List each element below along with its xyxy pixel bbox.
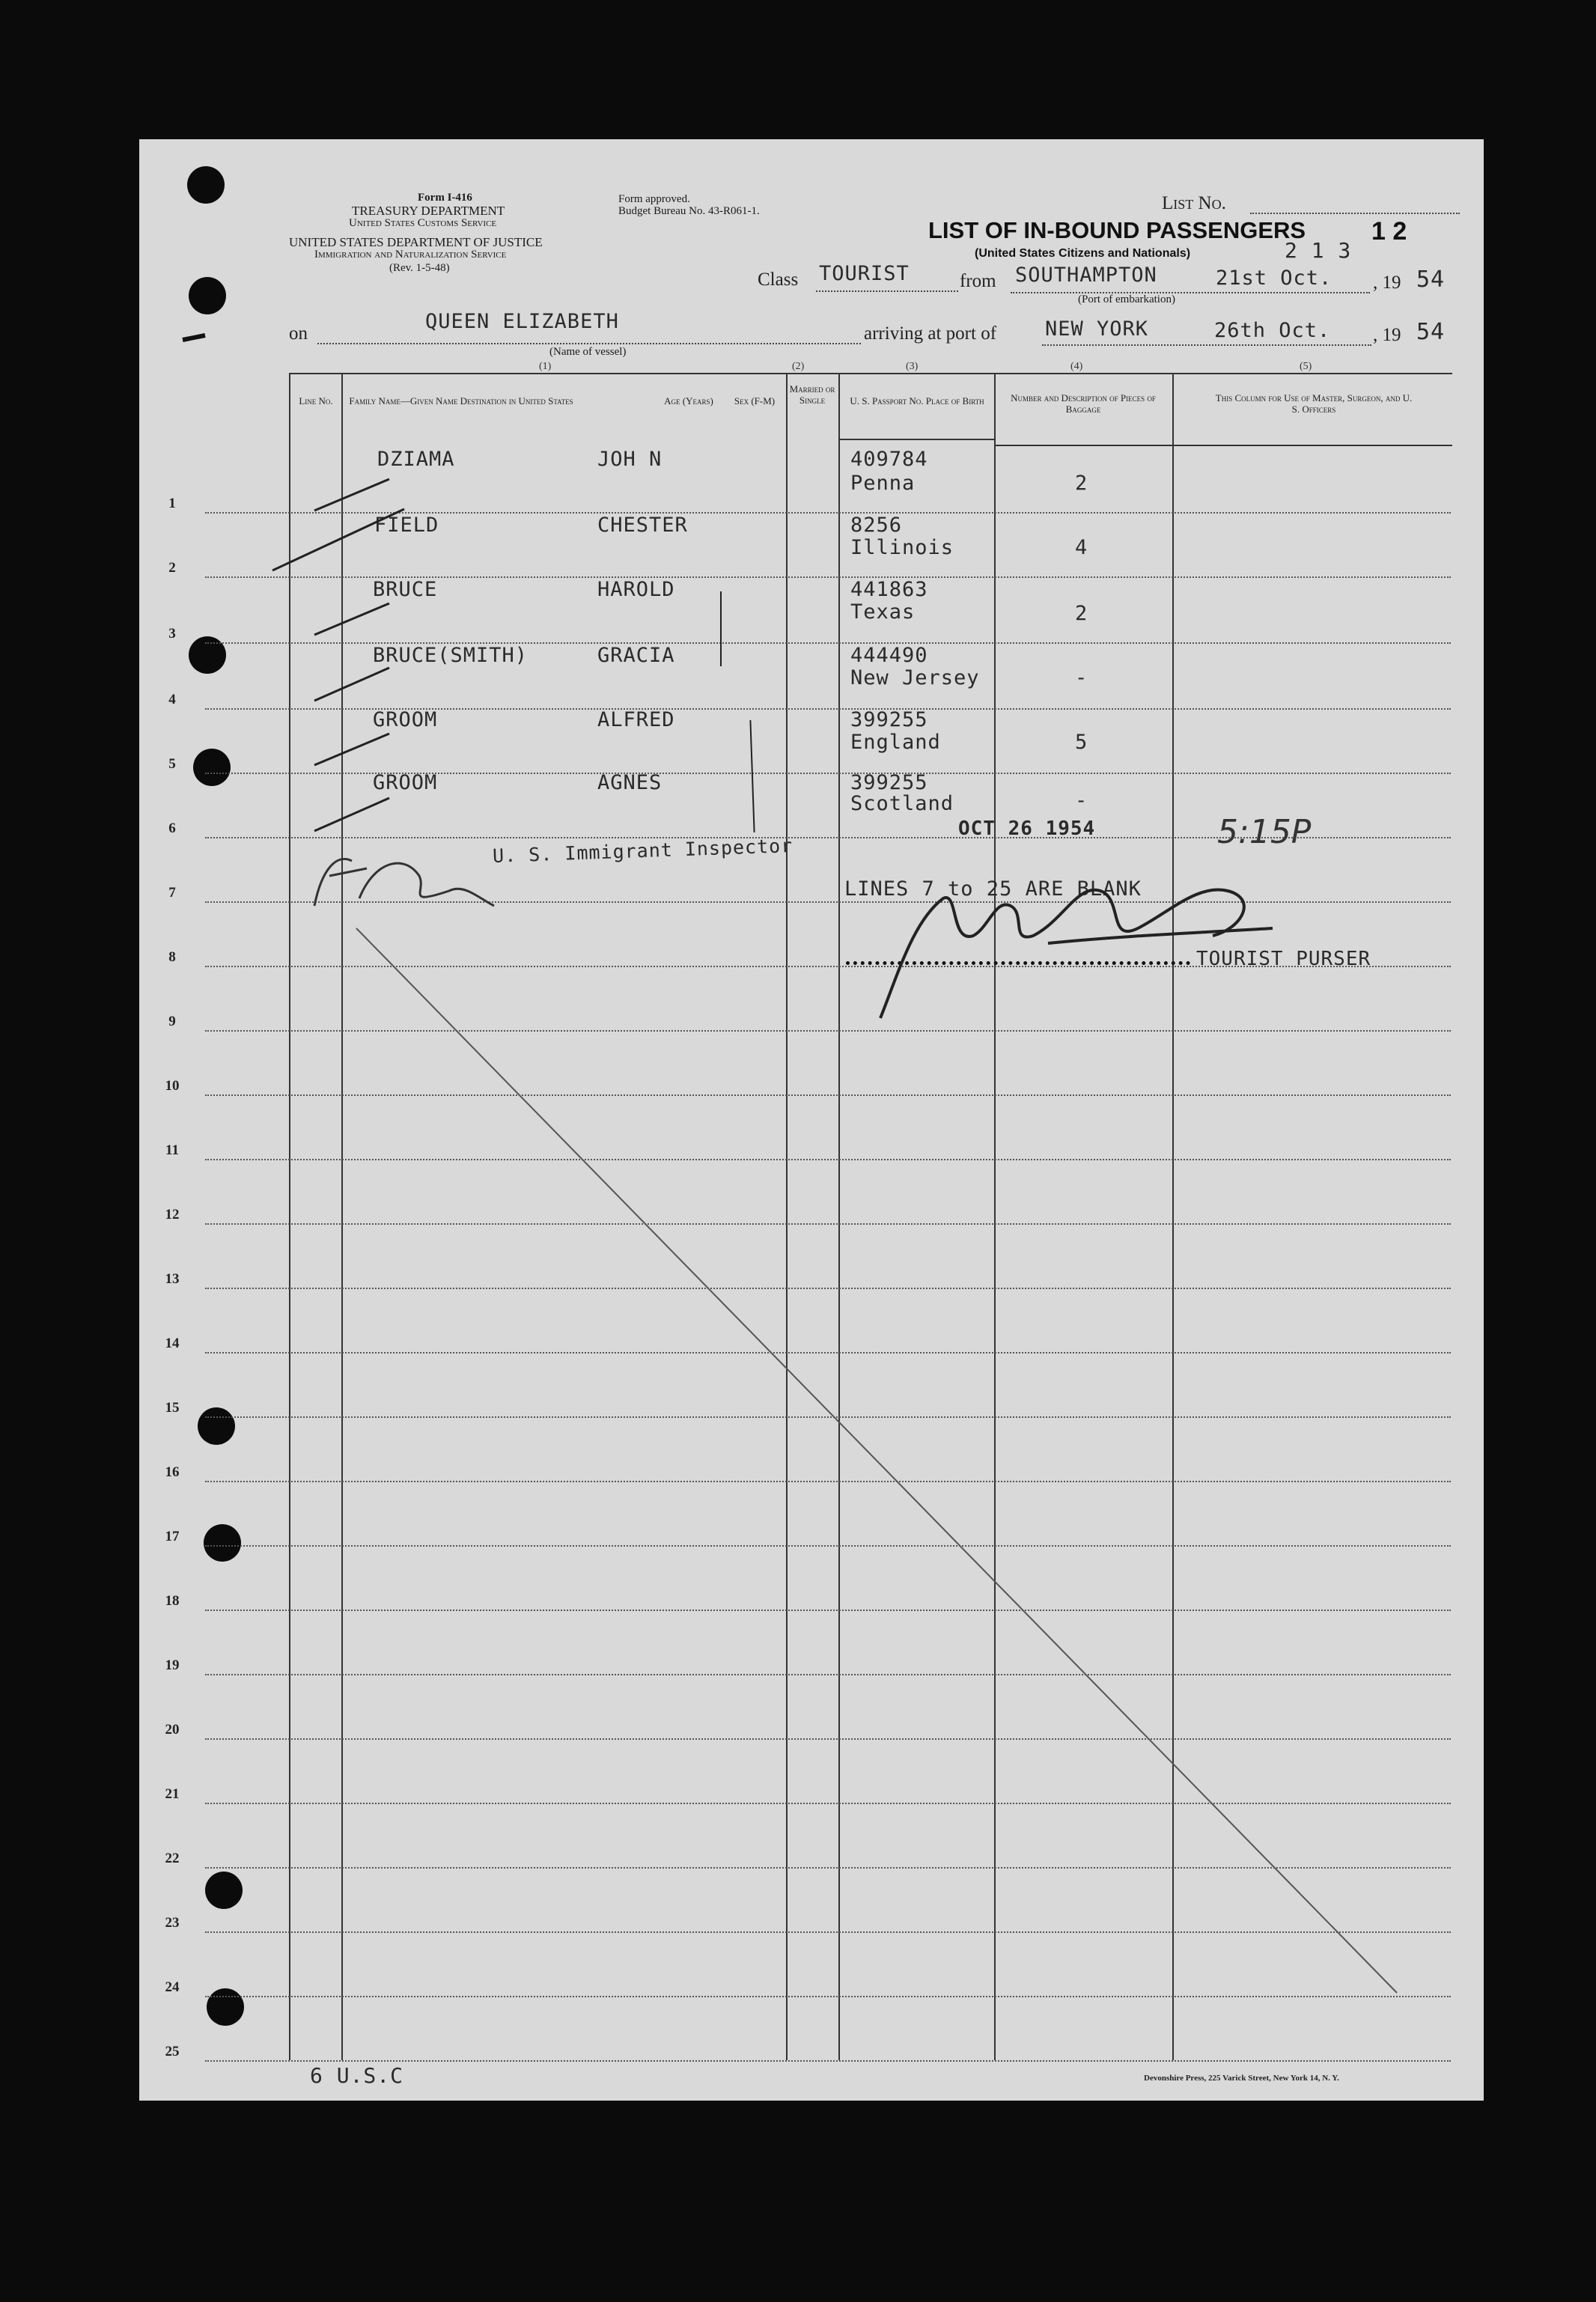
line-number: 12 xyxy=(165,1207,180,1222)
vessel-caption: (Name of vessel) xyxy=(549,346,627,358)
class-label: Class xyxy=(758,270,799,290)
passenger-family-name: DZIAMA xyxy=(377,448,455,471)
line-number: 5 xyxy=(168,756,176,772)
ins-label: Immigration and Naturalization Service xyxy=(314,249,507,261)
header-sex: Sex (F-M) xyxy=(734,395,776,406)
column-number: (3) xyxy=(906,361,919,372)
revision-label: (Rev. 1-5-48) xyxy=(389,262,450,274)
check-mark xyxy=(314,603,389,635)
list-no-label: List No. xyxy=(1162,193,1226,213)
footer-code: 6 U.S.C xyxy=(310,2063,404,2088)
line-number: 3 xyxy=(168,626,176,642)
line-number: 9 xyxy=(168,1014,176,1029)
from-label: from xyxy=(960,271,996,291)
customs-label: United States Customs Service xyxy=(349,217,497,229)
list-no-value: 1 2 xyxy=(1371,217,1407,246)
passenger-given-name: AGNES xyxy=(597,771,663,794)
inspector-title: U. S. Immigrant Inspector xyxy=(492,835,794,867)
passport-number: 399255 xyxy=(850,771,928,794)
treasury-label: TREASURY DEPARTMENT xyxy=(352,204,505,218)
inspector-signature xyxy=(314,859,494,907)
line-number: 11 xyxy=(165,1142,179,1158)
passenger-family-name: BRUCE xyxy=(373,578,438,601)
passenger-family-name: FIELD xyxy=(374,514,439,537)
passenger-given-name: ALFRED xyxy=(597,708,675,731)
pen-mark xyxy=(183,335,205,340)
line-number: 1 xyxy=(168,496,176,511)
check-mark xyxy=(272,509,404,570)
arrival-year-prefix: , 19 xyxy=(1373,325,1401,345)
passenger-given-name: JOH N xyxy=(597,448,663,471)
place-of-birth: Penna xyxy=(850,472,916,495)
check-mark xyxy=(314,479,389,511)
on-label: on xyxy=(289,323,308,344)
check-mark xyxy=(314,668,389,701)
baggage-count: 2 xyxy=(1075,472,1088,495)
passenger-family-name: GROOM xyxy=(373,708,438,731)
page-title: LIST OF IN-BOUND PASSENGERS xyxy=(928,217,1306,243)
line-number: 21 xyxy=(165,1786,180,1802)
form-number: Form I-416 xyxy=(418,192,472,204)
line-number: 8 xyxy=(168,949,176,965)
column-number: (4) xyxy=(1070,361,1083,372)
line-number: 25 xyxy=(165,2044,180,2059)
column-number: (1) xyxy=(539,361,552,372)
line-number: 14 xyxy=(165,1336,180,1351)
list-number-handwritten: 2 1 3 xyxy=(1285,238,1352,263)
departure-year-prefix: , 19 xyxy=(1373,272,1401,293)
line-number: 15 xyxy=(165,1400,180,1416)
arrival-date: 26th Oct. xyxy=(1214,319,1331,342)
line-number: 23 xyxy=(165,1915,180,1931)
passenger-family-name: GROOM xyxy=(373,771,438,794)
header-married: Married or Single xyxy=(789,383,835,406)
line-number: 6 xyxy=(168,820,176,836)
baggage-count: 5 xyxy=(1075,731,1088,754)
header-line-no: Line No. xyxy=(299,395,333,406)
baggage-count: 4 xyxy=(1075,536,1088,559)
class-value: TOURIST xyxy=(819,262,910,285)
passport-number: 8256 xyxy=(850,514,903,537)
passport-number: 399255 xyxy=(850,708,928,731)
place-of-birth: Scotland xyxy=(850,792,954,815)
blank-lines-note: LINES 7 to 25 ARE BLANK xyxy=(844,877,1142,901)
purser-signature xyxy=(880,889,1273,1018)
check-mark xyxy=(314,734,389,765)
line-number: 10 xyxy=(165,1078,180,1094)
passport-number: 409784 xyxy=(850,448,928,471)
line-number: 7 xyxy=(168,885,176,901)
place-of-birth: Illinois xyxy=(850,536,954,559)
arriving-label: arriving at port of xyxy=(864,323,997,344)
printer-credit: Devonshire Press, 225 Varick Street, New York 14, N. Y. xyxy=(1144,2074,1339,2083)
void-diagonal-line xyxy=(356,928,1397,1993)
line-number: 2 xyxy=(168,560,176,576)
line-number: 19 xyxy=(165,1657,180,1673)
line-number: 24 xyxy=(165,1979,180,1995)
baggage-count: - xyxy=(1075,789,1088,812)
column-number: (5) xyxy=(1300,361,1312,372)
line-number: 16 xyxy=(165,1464,180,1480)
check-mark xyxy=(314,798,389,831)
header-baggage: Number and Description of Pieces of Baggage xyxy=(1011,392,1156,415)
baggage-count: 2 xyxy=(1075,602,1088,625)
place-of-birth: England xyxy=(850,731,941,754)
line-number: 20 xyxy=(165,1722,180,1738)
place-of-birth: Texas xyxy=(850,600,916,624)
passport-number: 444490 xyxy=(850,644,928,667)
line-number: 17 xyxy=(165,1529,180,1544)
baggage-count: - xyxy=(1075,666,1088,689)
page-subtitle: (United States Citizens and Nationals) xyxy=(975,247,1191,260)
header-age: Age (Years) xyxy=(664,395,713,406)
embarkation-caption: (Port of embarkation) xyxy=(1078,293,1175,305)
header-officers: This Column for Use of Master, Surgeon, and U. S. Officers xyxy=(1215,392,1413,415)
departure-date: 21st Oct. xyxy=(1216,267,1332,290)
arrival-time-note: 5:15P xyxy=(1217,813,1312,851)
vessel-name: QUEEN ELIZABETH xyxy=(425,310,619,333)
passenger-given-name: HAROLD xyxy=(597,578,675,601)
purser-title: TOURIST PURSER xyxy=(1196,948,1371,970)
arrival-port: NEW YORK xyxy=(1045,317,1149,341)
line-number: 22 xyxy=(165,1851,180,1866)
budget-bureau: Budget Bureau No. 43-R061-1. xyxy=(618,205,760,217)
place-of-birth: New Jersey xyxy=(850,666,980,689)
line-number: 18 xyxy=(165,1593,180,1609)
justice-label: UNITED STATES DEPARTMENT OF JUSTICE xyxy=(289,235,543,249)
departure-year: 54 xyxy=(1416,267,1446,293)
header-passport: U. S. Passport No. Place of Birth xyxy=(850,395,984,406)
passenger-given-name: CHESTER xyxy=(597,514,688,537)
arrival-year: 54 xyxy=(1416,319,1446,345)
arrival-stamp-date: OCT 26 1954 xyxy=(958,817,1096,840)
passenger-given-name: GRACIA xyxy=(597,644,675,667)
embarkation-port: SOUTHAMPTON xyxy=(1015,264,1157,287)
line-number: 13 xyxy=(165,1271,180,1287)
passenger-family-name: BRUCE(SMITH) xyxy=(373,644,529,667)
column-number: (2) xyxy=(792,361,805,372)
form-approved: Form approved. xyxy=(618,193,690,205)
line-number: 4 xyxy=(168,692,176,707)
passport-number: 441863 xyxy=(850,578,928,601)
header-name: Family Name—Given Name Destination in United States xyxy=(349,395,573,406)
